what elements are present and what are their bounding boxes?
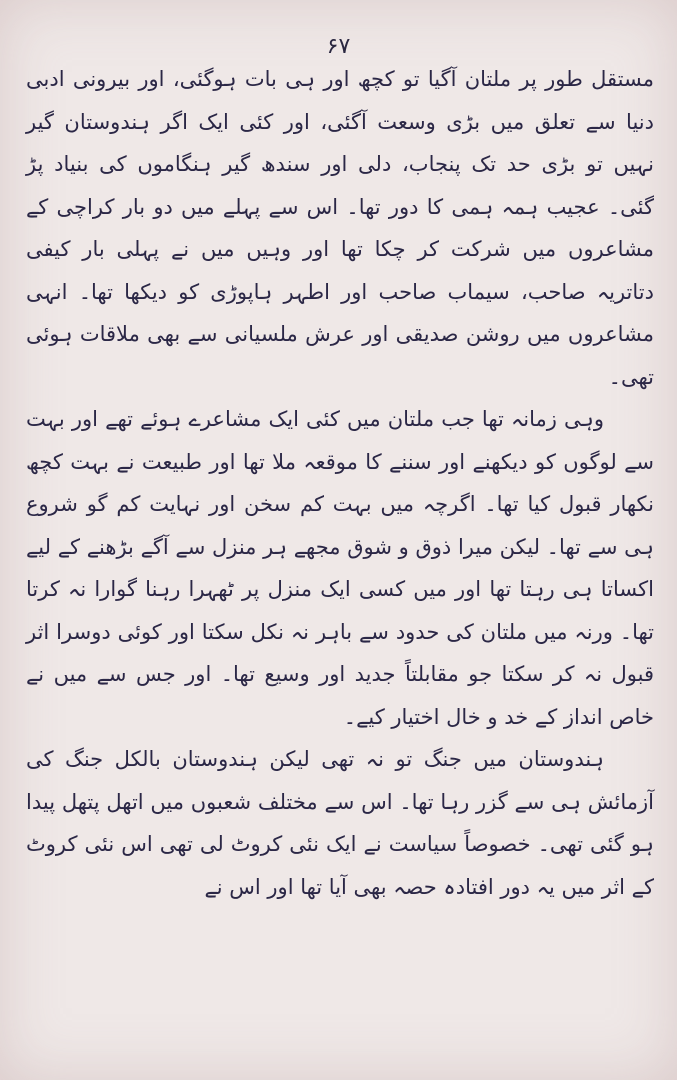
- page-body: [26, 58, 654, 908]
- paragraph-3: ہندوستان میں جنگ تو نہ تھی لیکن ہندوستان بالکل جنگ کی آزمائش ہی سے گزر رہا تھا۔ اس سے مختلف شعبوں میں اتھل پتھل پیدا ہو گئی تھی۔ خصوصاً سیاست نے ایک نئی کروٹ لی تھی اس نئی کروٹ کے اثر میں یہ دور افتادہ حصہ بھی آیا تھا اور اس نے: [26, 747, 654, 899]
- paragraph-2: وہی زمانہ تھا جب ملتان میں کئی ایک مشاعرے ہوئے تھے اور بہت سے لوگوں کو دیکھنے اور سننے کا موقعہ ملا تھا اور طبیعت نے بہت کچھ نکھار قبول کیا تھا۔ اگرچہ میں بہت کم سخن اور نہایت کم گو شروع ہی سے تھا۔ لیکن میرا ذوق و شوق مجھے ہر منزل سے آگے بڑھنے کے لیے اکساتا ہی رہتا تھا اور میں کسی ایک منزل پر ٹھہرا رہنا گوارا نہ کرتا تھا۔ ورنہ میں ملتان کی حدود سے باہر نہ نکل سکتا اور کوئی دوسرا اثر قبول نہ کر سکتا جو مقابلتاً جدید اور وسیع تھا۔ اور جس سے میں نے خاص انداز کے خد و خال اختیار کیے۔: [26, 407, 654, 729]
- page-number: ۶۷: [326, 34, 351, 59]
- paragraph-1: مستقل طور پر ملتان آگیا تو کچھ اور ہی بات ہوگئی، اور بیرونی ادبی دنیا سے تعلق میں بڑی وسعت آگئی، اور کئی ایک اگر ہندوستان گیر نہیں تو بڑی حد تک پنجاب، دلی اور سندھ گیر ہنگاموں کی بنیاد پڑ گئی۔ عجیب ہمہ ہمی کا دور تھا۔ اس سے پہلے میں دو بار کراچی کے مشاعروں میں شرکت کر چکا تھا اور وہیں میں نے پہلی بار کیفی دتاتریہ صاحب، سیماب صاحب اور اطہر ہاپوڑی کو دیکھا تھا۔ انہی مشاعروں میں روشن صدیقی اور عرش ملسیانی سے بھی ملاقات ہوئی تھی۔: [26, 67, 654, 389]
